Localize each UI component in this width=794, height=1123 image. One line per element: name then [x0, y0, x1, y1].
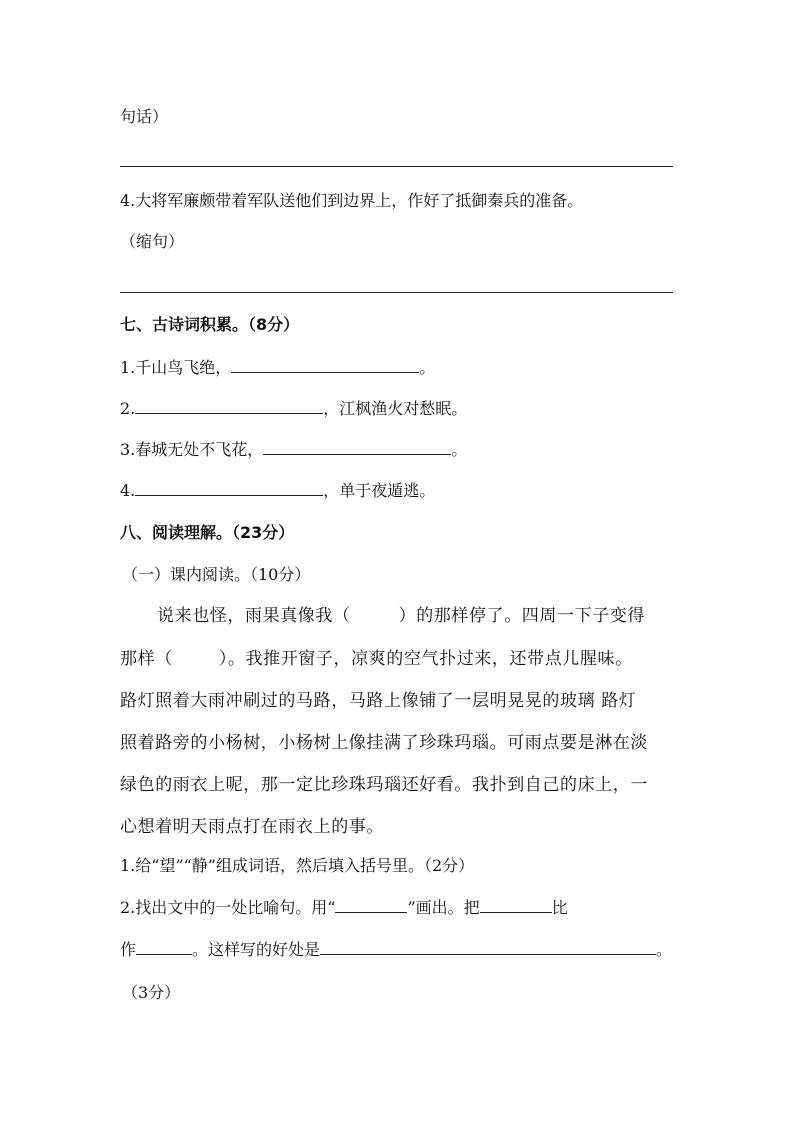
- poem-item-1-pre: 1.千山鸟飞绝，: [120, 358, 232, 377]
- q3-tail-text: 句话）: [120, 107, 169, 126]
- q4-text: 4.大将军廉颇带着军队送他们到边界上，作好了抵御秦兵的准备。: [120, 191, 584, 210]
- passage-line-1a: 说来也怪，雨果真像我（: [157, 606, 351, 626]
- poem-item-4-pre: 4.: [120, 481, 136, 500]
- reading-q2-e: 。这样写的好处是: [192, 940, 321, 959]
- benefit-blank[interactable]: [320, 939, 656, 955]
- passage-line-1b: ）的那样停了。四周一下子变得: [398, 606, 646, 626]
- poem-item-3-post: 。: [451, 440, 468, 459]
- poem-item-2: [120, 398, 467, 420]
- passage-line-1: [157, 605, 645, 627]
- poem-item-1: [120, 357, 435, 379]
- reading-q2-line1: [120, 897, 568, 919]
- q4-note: （缩句）: [120, 232, 185, 251]
- poem-blank-2[interactable]: [135, 398, 323, 414]
- reading-q2-a: 2.找出文中的一处比喻句。用“: [120, 898, 336, 917]
- passage-line-2b: ）。我推开窗子，凉爽的空气扑过来，还带点儿腥味。: [218, 649, 633, 669]
- poem-item-3-pre: 3.春城无处不飞花，: [120, 440, 264, 459]
- passage-line-3: 路灯照着大雨冲刷过的马路，马路上像铺了一层明晃晃的玻璃 路灯: [120, 691, 637, 711]
- reading-q2-d: 作: [120, 940, 137, 959]
- poem-item-2-pre: 2.: [120, 399, 136, 418]
- section8-heading: 八、阅读理解。（23分）: [120, 523, 295, 542]
- reading-q1: 1.给“望”“静”组成词语，然后填入括号里。（2分）: [120, 856, 475, 875]
- underline-mark-blank[interactable]: [335, 897, 407, 913]
- poem-blank-1[interactable]: [231, 357, 419, 373]
- section7-heading: 七、古诗词积累。（8分）: [120, 315, 300, 334]
- poem-item-2-post: ，江枫渔火对愁眠。: [323, 399, 468, 418]
- compare-blank-2[interactable]: [136, 939, 192, 955]
- reading-q2-b: ”画出。把: [407, 898, 480, 917]
- passage-line-6: 心想着明天雨点打在雨衣上的事。: [120, 817, 384, 837]
- reading-q2-line2: [120, 939, 672, 961]
- poem-blank-3[interactable]: [263, 439, 451, 455]
- passage-line-5: 绿色的雨衣上呢，那一定比珍珠玛瑙还好看。我扑到自己的床上，一: [120, 775, 648, 795]
- poem-item-3: [120, 439, 467, 461]
- answer-line-q4[interactable]: [120, 292, 673, 293]
- poem-item-4: [120, 480, 435, 502]
- poem-blank-4[interactable]: [135, 480, 323, 496]
- reading-q2-c: 比: [551, 898, 568, 917]
- passage-line-2: [120, 648, 633, 670]
- poem-item-1-post: 。: [419, 358, 436, 377]
- poem-item-4-post: ，单于夜遁逃。: [323, 481, 436, 500]
- reading-q2-f: 。: [656, 940, 673, 959]
- passage-line-2a: 那样（: [120, 649, 173, 669]
- passage-line-4: 照着路旁的小杨树，小杨树上像挂满了珍珠玛瑙。可雨点要是淋在淡: [120, 733, 648, 753]
- section8-sub1: （一）课内阅读。（10分）: [122, 565, 311, 584]
- reading-q2-score: （3分）: [122, 983, 181, 1002]
- answer-line-q3[interactable]: [120, 166, 673, 167]
- compare-blank-1[interactable]: [480, 897, 552, 913]
